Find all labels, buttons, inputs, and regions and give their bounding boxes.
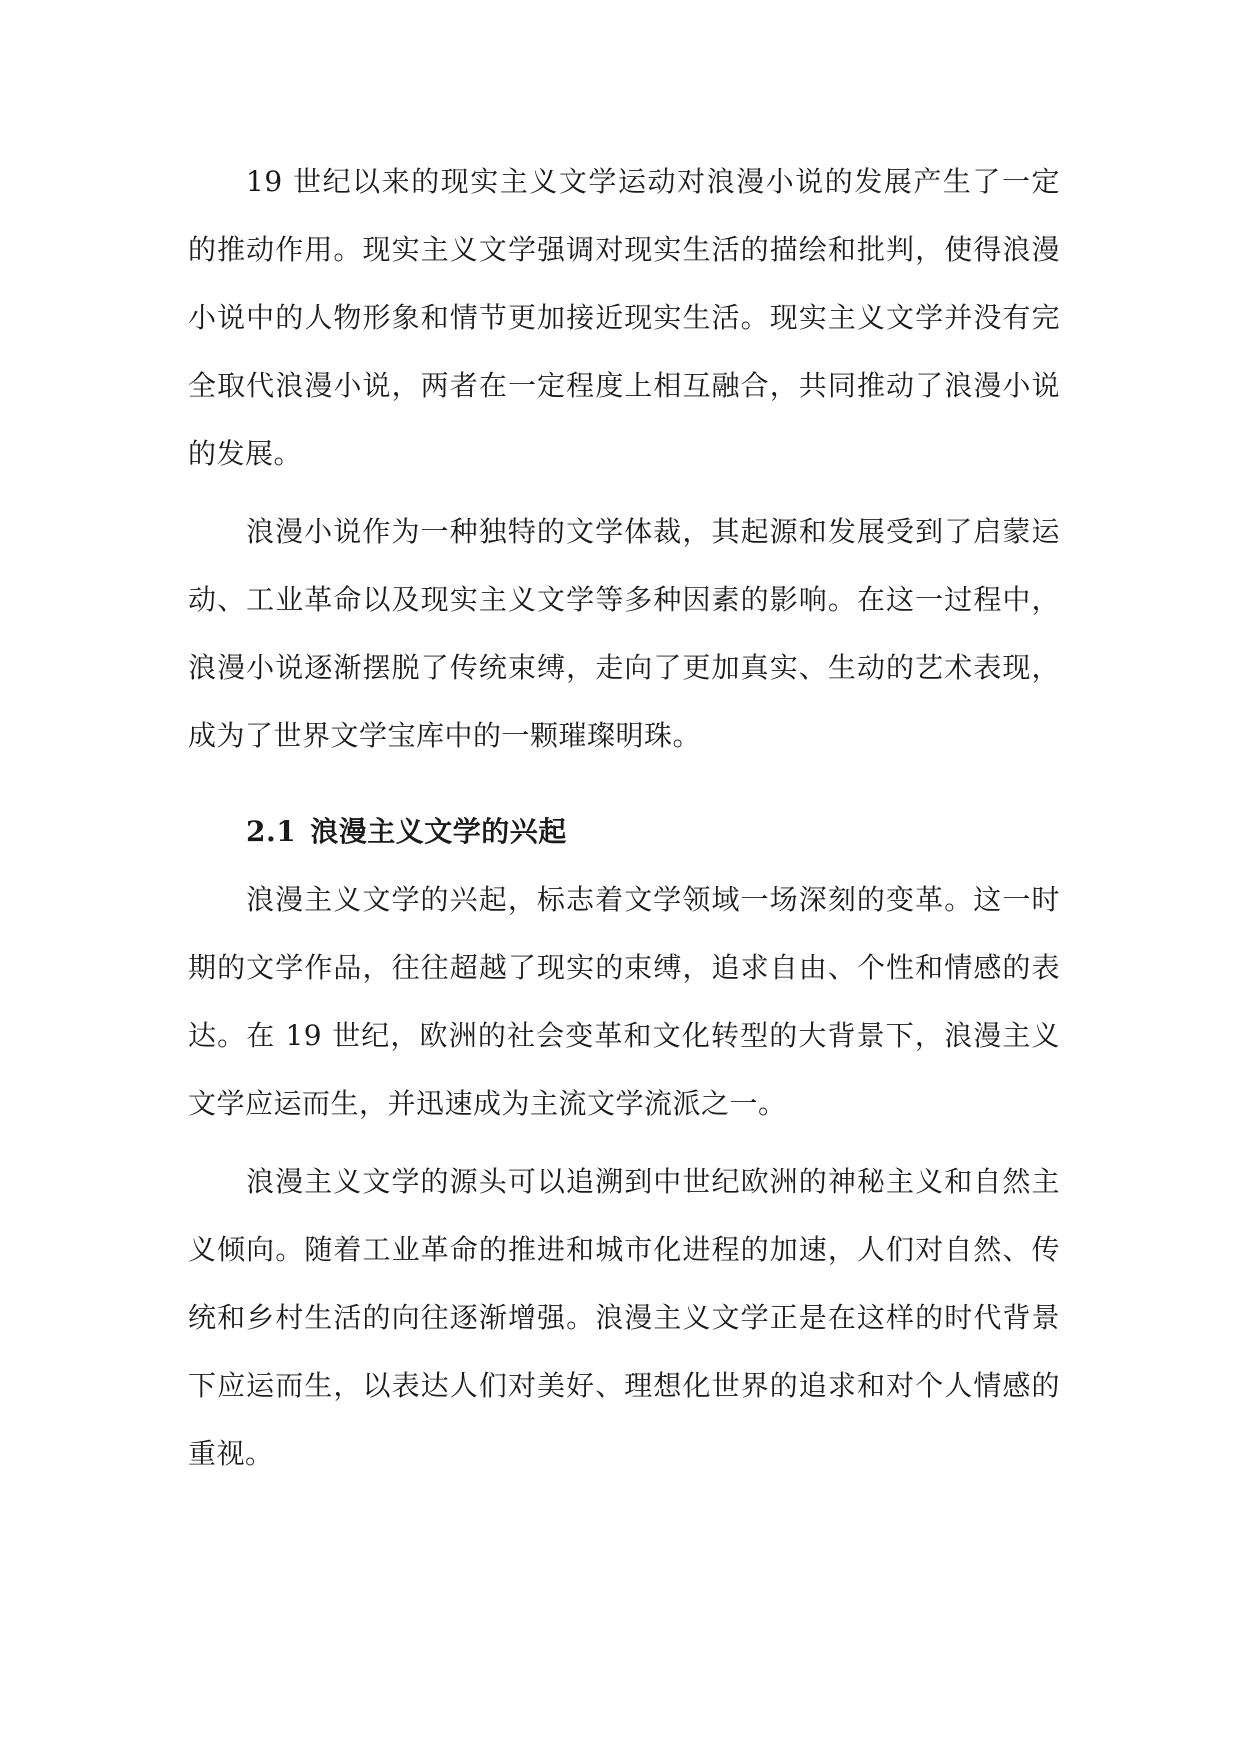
document-body (188, 148, 1060, 1488)
paragraph-realism-influence: 19 世纪以来的现实主义文学运动对浪漫小说的发展产生了一定的推动作用。现实主义文学强调对现实生活的描绘和批判，使得浪漫小说中的人物形象和情节更加接近现实生活。现实主义文学并没有完全取代浪漫小说，两者在一定程度上相互融合，共同推动了浪漫小说的发展。 (188, 165, 1060, 470)
section-title: 浪漫主义文学的兴起 (310, 815, 567, 848)
section-number: 2.1 (246, 815, 297, 848)
paragraph-romanticism-origins: 浪漫主义文学的源头可以追溯到中世纪欧洲的神秘主义和自然主义倾向。随着工业革命的推进和城市化进程的加速，人们对自然、传统和乡村生活的向往逐渐增强。浪漫主义文学正是在这样的时代背景下应运而生，以表达人们对美好、理想化世界的追求和对个人情感的重视。 (188, 1165, 1060, 1470)
paragraph-romanticism-rise: 浪漫主义文学的兴起，标志着文学领域一场深刻的变革。这一时期的文学作品，往往超越了现实的束缚，追求自由、个性和情感的表达。在 19 世纪，欧洲的社会变革和文化转型的大背景下，浪漫主义文学应运而生，并迅速成为主流文学流派之一。 (188, 883, 1060, 1120)
section-heading (188, 798, 1060, 866)
paragraph-romance-summary: 浪漫小说作为一种独特的文学体裁，其起源和发展受到了启蒙运动、工业革命以及现实主义文学等多种因素的影响。在这一过程中，浪漫小说逐渐摆脱了传统束缚，走向了更加真实、生动的艺术表现，成为了世界文学宝库中的一颗璀璨明珠。 (188, 515, 1060, 752)
